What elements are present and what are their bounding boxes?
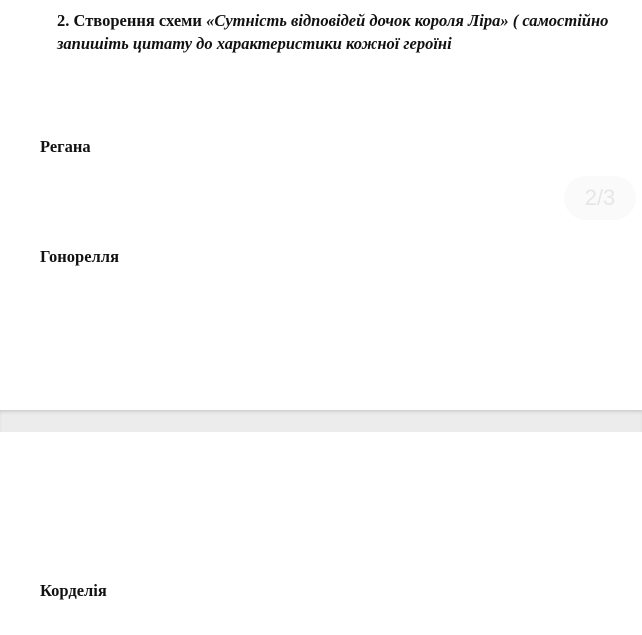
task-heading [57, 9, 637, 55]
heroine-label-regana: Регана [40, 137, 91, 156]
heroine-label-cordelia: Корделія [40, 581, 107, 600]
task-number: 2. [57, 11, 70, 30]
page-indicator: 2/3 [564, 176, 636, 220]
document-page-2 [0, 432, 642, 635]
page-separator [0, 410, 642, 432]
heroine-label-goneril: Гонорелля [40, 247, 119, 266]
task-italic-text: «Сутність відповідей дочок короля Ліра» ( самостійно запишіть цитату до характеристики кожної героїні [57, 11, 609, 53]
task-lead: Створення схеми [73, 11, 202, 30]
